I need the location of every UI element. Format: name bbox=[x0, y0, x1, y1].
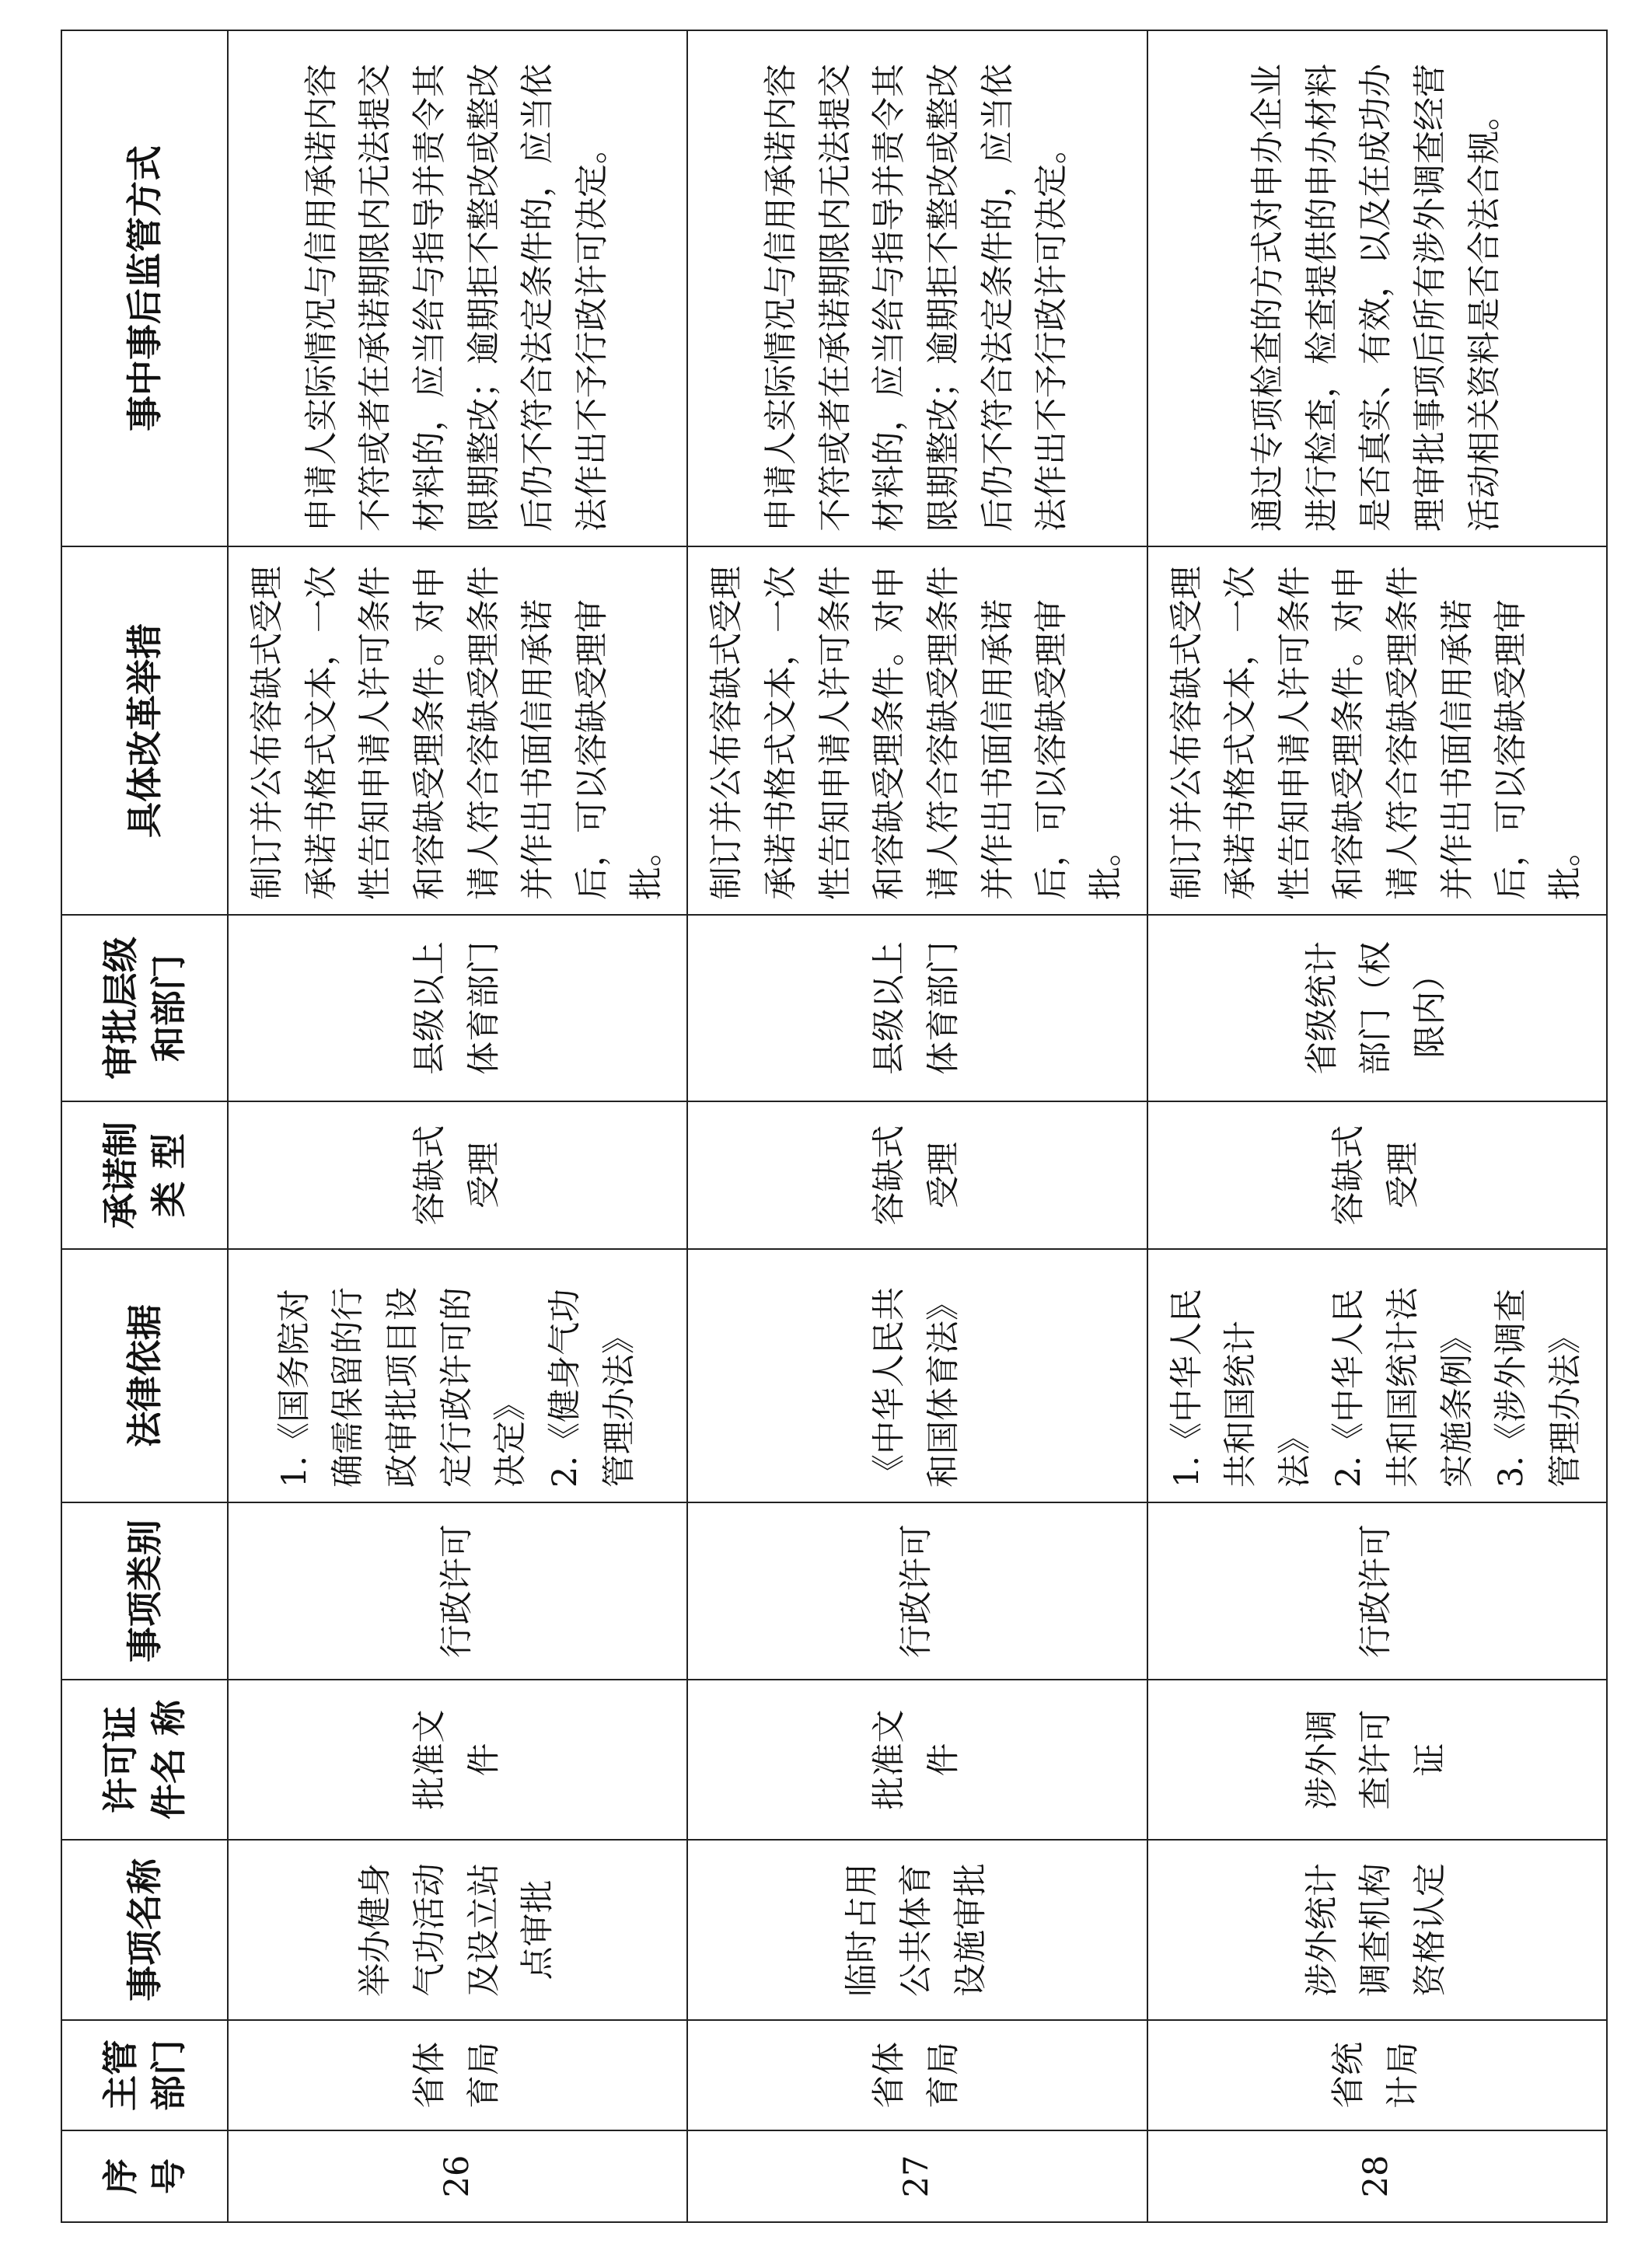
table-row bbox=[687, 30, 1147, 2222]
cell-dept: 省统计局 bbox=[1147, 2020, 1607, 2130]
cell-seq: 27 bbox=[687, 2130, 1147, 2222]
cell-category: 行政许可 bbox=[228, 1502, 687, 1680]
cell-item-name: 涉外统计调查机构资格认定 bbox=[1147, 1840, 1607, 2020]
cell-measures: 制订并公布容缺式受理承诺书格式文本，一次性告知申请人许可条件和容缺受理条件。对申请人符合容缺受理条件并作出书面信用承诺后，可以容缺受理审批。 bbox=[1147, 546, 1607, 915]
cell-commit-type: 容缺式受理 bbox=[228, 1101, 687, 1249]
header-measures: 具体改革举措 bbox=[61, 546, 228, 915]
header-law: 法律依据 bbox=[61, 1249, 228, 1502]
rotated-table-sheet bbox=[61, 31, 1584, 2223]
cell-commit-type: 容缺式受理 bbox=[1147, 1101, 1607, 1249]
cell-dept: 省体育局 bbox=[687, 2020, 1147, 2130]
cell-seq: 28 bbox=[1147, 2130, 1607, 2222]
cell-dept: 省体育局 bbox=[228, 2020, 687, 2130]
header-seq: 序 号 bbox=[61, 2130, 228, 2222]
cell-category: 行政许可 bbox=[687, 1502, 1147, 1680]
cell-supervision: 申请人实际情况与信用承诺内容不符或者在承诺期限内无法提交材料的，应当给与指导并责令其限期整改；逾期拒不整改或整改后仍不符合法定条件的，应当依法作出不予行政许可决定。 bbox=[228, 30, 687, 546]
cell-law: 1.《中华人民共和国统计法》 2.《中华人民共和国统计法实施条例》 3.《涉外调查管理办法》 bbox=[1147, 1249, 1607, 1502]
reform-items-table bbox=[61, 30, 1608, 2223]
header-commit-type: 承诺制类 型 bbox=[61, 1101, 228, 1249]
cell-measures: 制订并公布容缺式受理承诺书格式文本，一次性告知申请人许可条件和容缺受理条件。对申请人符合容缺受理条件并作出书面信用承诺后，可以容缺受理审批。 bbox=[687, 546, 1147, 915]
cell-item-name: 临时占用公共体育设施审批 bbox=[687, 1840, 1147, 2020]
cell-seq: 26 bbox=[228, 2130, 687, 2222]
cell-item-name: 举办健身气功活动及设立站点审批 bbox=[228, 1840, 687, 2020]
cell-level: 省级统计部门（权限内） bbox=[1147, 915, 1607, 1101]
header-supervision: 事中事后监管方式 bbox=[61, 30, 228, 546]
cell-measures: 制订并公布容缺式受理承诺书格式文本，一次性告知申请人许可条件和容缺受理条件。对申请人符合容缺受理条件并作出书面信用承诺后，可以容缺受理审批。 bbox=[228, 546, 687, 915]
cell-law: 1.《国务院对确需保留的行政审批项目设定行政许可的决定》 2.《健身气功管理办法》 bbox=[228, 1249, 687, 1502]
table-row bbox=[228, 30, 687, 2222]
header-category: 事项类别 bbox=[61, 1502, 228, 1680]
header-item-name: 事项名称 bbox=[61, 1840, 228, 2020]
cell-license: 批准文件 bbox=[228, 1680, 687, 1840]
cell-supervision: 通过专项检查的方式对申办企业进行检查，检查提供的申办材料是否真实、有效，以及在成功办理审批事项后所有涉外调查经营活动相关资料是否合法合规。 bbox=[1147, 30, 1607, 546]
header-row bbox=[61, 30, 228, 2222]
header-license: 许可证件名 称 bbox=[61, 1680, 228, 1840]
cell-supervision: 申请人实际情况与信用承诺内容不符或者在承诺期限内无法提交材料的，应当给与指导并责令其限期整改；逾期拒不整改或整改后仍不符合法定条件的，应当依法作出不予行政许可决定。 bbox=[687, 30, 1147, 546]
cell-commit-type: 容缺式受理 bbox=[687, 1101, 1147, 1249]
cell-category: 行政许可 bbox=[1147, 1502, 1607, 1680]
cell-level: 县级以上体育部门 bbox=[687, 915, 1147, 1101]
header-dept: 主管部门 bbox=[61, 2020, 228, 2130]
cell-law: 《中华人民共和国体育法》 bbox=[687, 1249, 1147, 1502]
table-row bbox=[1147, 30, 1607, 2222]
cell-license: 涉外调查许可证 bbox=[1147, 1680, 1607, 1840]
cell-license: 批准文件 bbox=[687, 1680, 1147, 1840]
header-level: 审批层级和部门 bbox=[61, 915, 228, 1101]
cell-level: 县级以上体育部门 bbox=[228, 915, 687, 1101]
